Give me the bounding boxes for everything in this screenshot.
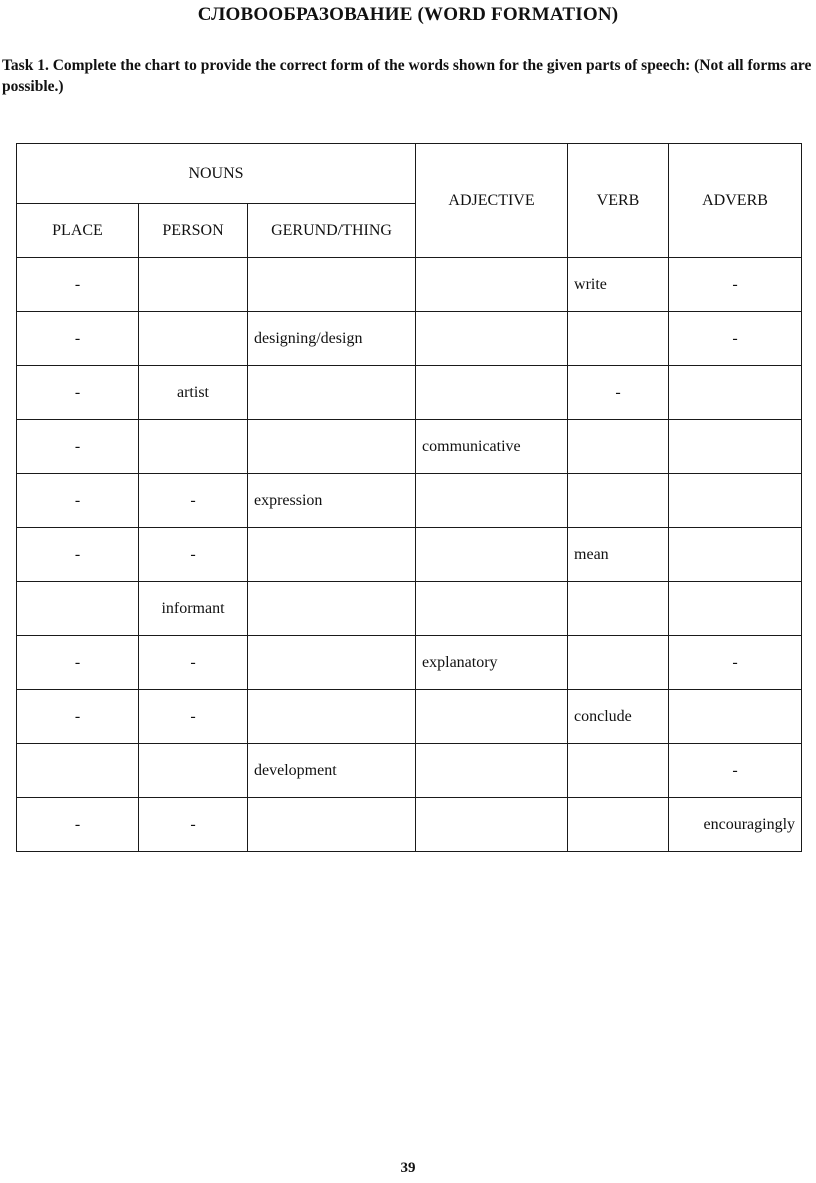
cell-adverb xyxy=(669,528,802,582)
table-row xyxy=(17,582,802,636)
cell-gerund-thing: expression xyxy=(248,474,416,528)
cell-adverb xyxy=(669,582,802,636)
cell-verb xyxy=(568,420,669,474)
cell-place: - xyxy=(17,798,139,852)
cell-person: informant xyxy=(139,582,248,636)
table-row xyxy=(17,258,802,312)
cell-verb xyxy=(568,798,669,852)
cell-verb xyxy=(568,636,669,690)
cell-adverb: - xyxy=(669,312,802,366)
cell-adverb xyxy=(669,690,802,744)
table-row xyxy=(17,474,802,528)
cell-place: - xyxy=(17,258,139,312)
subheader-place: PLACE xyxy=(17,204,139,258)
cell-adjective: communicative xyxy=(416,420,568,474)
word-formation-table xyxy=(16,143,802,852)
table-row xyxy=(17,798,802,852)
cell-adjective xyxy=(416,366,568,420)
cell-person: - xyxy=(139,798,248,852)
page-title: СЛОВООБРАЗОВАНИЕ (WORD FORMATION) xyxy=(197,4,619,25)
cell-adverb: - xyxy=(669,636,802,690)
cell-person: artist xyxy=(139,366,248,420)
cell-gerund-thing xyxy=(248,636,416,690)
cell-verb: mean xyxy=(568,528,669,582)
table-row xyxy=(17,420,802,474)
table-row xyxy=(17,528,802,582)
cell-place: - xyxy=(17,312,139,366)
cell-gerund-thing xyxy=(248,420,416,474)
table-row xyxy=(17,690,802,744)
cell-person xyxy=(139,312,248,366)
cell-adjective xyxy=(416,312,568,366)
cell-person: - xyxy=(139,690,248,744)
cell-verb xyxy=(568,744,669,798)
cell-adjective xyxy=(416,744,568,798)
cell-adverb: encouragingly xyxy=(669,798,802,852)
cell-adjective xyxy=(416,690,568,744)
header-nouns: NOUNS xyxy=(17,144,416,204)
cell-verb xyxy=(568,312,669,366)
table-row xyxy=(17,366,802,420)
cell-gerund-thing xyxy=(248,690,416,744)
cell-place: - xyxy=(17,690,139,744)
table-row xyxy=(17,744,802,798)
table-body xyxy=(17,258,802,852)
cell-adverb xyxy=(669,366,802,420)
cell-gerund-thing: designing/design xyxy=(248,312,416,366)
cell-place: - xyxy=(17,366,139,420)
cell-person xyxy=(139,420,248,474)
task-instructions: Task 1. Complete the chart to provide the correct form of the words shown for the given parts of speech: (Not all forms are possible.) xyxy=(2,57,812,95)
cell-verb: conclude xyxy=(568,690,669,744)
cell-gerund-thing xyxy=(248,366,416,420)
table-row xyxy=(17,636,802,690)
cell-gerund-thing xyxy=(248,798,416,852)
subheader-gerund-thing: GERUND/THING xyxy=(248,204,416,258)
cell-adverb: - xyxy=(669,258,802,312)
page-number: 39 xyxy=(400,1160,416,1176)
header-adjective: ADJECTIVE xyxy=(416,144,568,258)
cell-person: - xyxy=(139,528,248,582)
cell-adjective xyxy=(416,474,568,528)
cell-gerund-thing xyxy=(248,258,416,312)
cell-person: - xyxy=(139,636,248,690)
cell-place xyxy=(17,582,139,636)
cell-place: - xyxy=(17,636,139,690)
cell-verb: - xyxy=(568,366,669,420)
subheader-person: PERSON xyxy=(139,204,248,258)
cell-adverb xyxy=(669,420,802,474)
cell-place: - xyxy=(17,420,139,474)
cell-verb xyxy=(568,582,669,636)
cell-person xyxy=(139,258,248,312)
cell-place: - xyxy=(17,474,139,528)
cell-gerund-thing xyxy=(248,582,416,636)
cell-adjective xyxy=(416,582,568,636)
cell-adverb: - xyxy=(669,744,802,798)
cell-adjective xyxy=(416,528,568,582)
cell-adjective xyxy=(416,258,568,312)
cell-place xyxy=(17,744,139,798)
cell-place: - xyxy=(17,528,139,582)
table-row xyxy=(17,312,802,366)
cell-adjective: explanatory xyxy=(416,636,568,690)
cell-person xyxy=(139,744,248,798)
cell-gerund-thing: development xyxy=(248,744,416,798)
cell-verb: write xyxy=(568,258,669,312)
header-adverb: ADVERB xyxy=(669,144,802,258)
cell-adverb xyxy=(669,474,802,528)
header-verb: VERB xyxy=(568,144,669,258)
cell-adjective xyxy=(416,798,568,852)
cell-gerund-thing xyxy=(248,528,416,582)
cell-verb xyxy=(568,474,669,528)
cell-person: - xyxy=(139,474,248,528)
